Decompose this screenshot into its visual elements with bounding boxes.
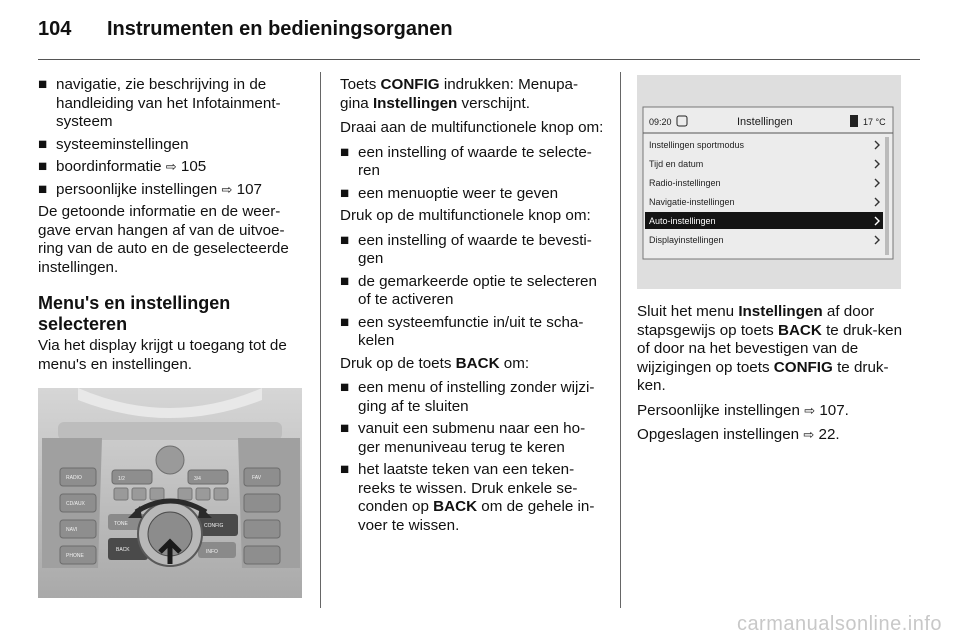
settings-screen-image bbox=[637, 75, 901, 289]
button-label-cd-aux: CD/AUX bbox=[66, 501, 85, 507]
paragraph: Opgeslagen instellingen ⇨ 22. bbox=[637, 426, 840, 443]
list-item: ■ boordinformatie ⇨ 105 bbox=[38, 158, 207, 175]
screen-menu-item: Navigatie-instellingen bbox=[649, 197, 735, 207]
screen-menu-item: Tijd en datum bbox=[649, 159, 704, 169]
button-label-fav: FAV bbox=[252, 475, 262, 481]
button-label-phone: PHONE bbox=[66, 553, 84, 559]
list-item: ■ een menuoptie weer te geven bbox=[340, 184, 559, 202]
button-label-1-2: 1/2 bbox=[118, 476, 125, 482]
list-item: ■ navigatie, zie beschrijving in de handleiding van het Infotainment-systeem bbox=[38, 76, 281, 130]
header-rule bbox=[38, 59, 920, 60]
paragraph: Druk op de multifunctionele knop om: bbox=[340, 207, 591, 224]
button-label-radio: RADIO bbox=[66, 475, 82, 481]
screen-time: 09:20 bbox=[649, 117, 672, 127]
column-divider bbox=[620, 72, 621, 608]
cross-ref-link[interactable]: 22. bbox=[818, 426, 840, 443]
control-panel-photo bbox=[38, 388, 302, 598]
button-label-back: BACK bbox=[116, 547, 130, 553]
column-2 bbox=[340, 76, 606, 539]
column-1 bbox=[38, 76, 306, 598]
bullet-list bbox=[340, 232, 606, 351]
list-item: ■ vanuit een submenu naar een ho-ger menuniveau terug te keren bbox=[340, 420, 586, 456]
list-item: ■ de gemarkeerde optie te selecteren of te activeren bbox=[340, 272, 597, 308]
page-title: Instrumenten en bedieningsorganen bbox=[106, 18, 453, 40]
cross-ref-icon: ⇨ bbox=[804, 402, 816, 418]
cross-ref-icon: ⇨ bbox=[165, 159, 177, 174]
screen-menu-item: Radio-instellingen bbox=[649, 178, 721, 188]
page-header bbox=[38, 18, 453, 41]
cross-ref-link[interactable]: 105 bbox=[180, 158, 207, 175]
list-item: ■ het laatste teken van een teken-reeks te wissen. Druk enkele se-conden op BACK om de gehele in-voer te wissen. bbox=[340, 461, 595, 534]
watermark: carmanualsonline.info bbox=[736, 613, 942, 635]
bullet-list bbox=[340, 379, 606, 535]
button-label-navi: NAVI bbox=[66, 527, 78, 533]
screen-menu-item: Displayinstellingen bbox=[649, 235, 724, 245]
paragraph: De getoonde informatie en de weer-gave ervan hangen af van de uitvoe-ring van de auto en de geselecteerde instellingen. bbox=[38, 203, 289, 276]
cross-ref-icon: ⇨ bbox=[221, 181, 233, 197]
column-divider bbox=[320, 72, 321, 608]
screen-menu-item: Auto-instellingen bbox=[649, 216, 716, 226]
cross-ref-icon: ⇨ bbox=[803, 427, 815, 442]
list-item: ■ persoonlijke instellingen ⇨ 107 bbox=[38, 180, 262, 198]
bullet-list bbox=[38, 76, 306, 199]
button-label-tone: TONE bbox=[114, 521, 128, 527]
phone-icon bbox=[850, 115, 858, 127]
list-item: ■ een menu of instelling zonder wijzi-ging af te sluiten bbox=[340, 379, 595, 415]
button-label-config: CONFIG bbox=[204, 523, 224, 529]
column-3 bbox=[637, 75, 905, 451]
paragraph: Draai aan de multifunctionele knop om: bbox=[340, 119, 604, 136]
screen-title: Instellingen bbox=[737, 116, 793, 128]
section-heading: Menu's en instellingen selecteren bbox=[38, 293, 231, 334]
button-label-info: INFO bbox=[206, 549, 218, 555]
paragraph: Persoonlijke instellingen ⇨ 107. bbox=[637, 401, 849, 419]
cross-ref-link[interactable]: 107. bbox=[819, 401, 849, 419]
button-label-3-4: 3/4 bbox=[194, 476, 201, 482]
paragraph: Toets CONFIG indrukken: Menupa-gina Instellingen verschijnt. bbox=[340, 76, 579, 112]
bullet-list bbox=[340, 144, 606, 204]
paragraph: Sluit het menu Instellingen af door stapsgewijs op toets BACK te druk-ken of door na het bevestigen van de wijzigingen op toets CONFIG te druk-ken. bbox=[637, 303, 903, 394]
list-item: ■ een systeemfunctie in/uit te scha-kelen bbox=[340, 313, 584, 349]
screen-temp: 17 °C bbox=[863, 117, 886, 127]
paragraph: Via het display krijgt u toegang tot de menu's en instellingen. bbox=[38, 337, 287, 373]
cross-ref-link[interactable]: 107 bbox=[236, 180, 262, 198]
list-item: ■ een instelling of waarde te bevesti-gen bbox=[340, 231, 592, 267]
list-item: ■ een instelling of waarde te selecte-ren bbox=[340, 143, 592, 179]
paragraph: Druk op de toets BACK om: bbox=[340, 354, 530, 372]
screen-menu-item: Instellingen sportmodus bbox=[649, 140, 745, 150]
list-item: ■ systeeminstellingen bbox=[38, 135, 189, 153]
page-number: 104 bbox=[38, 18, 72, 40]
